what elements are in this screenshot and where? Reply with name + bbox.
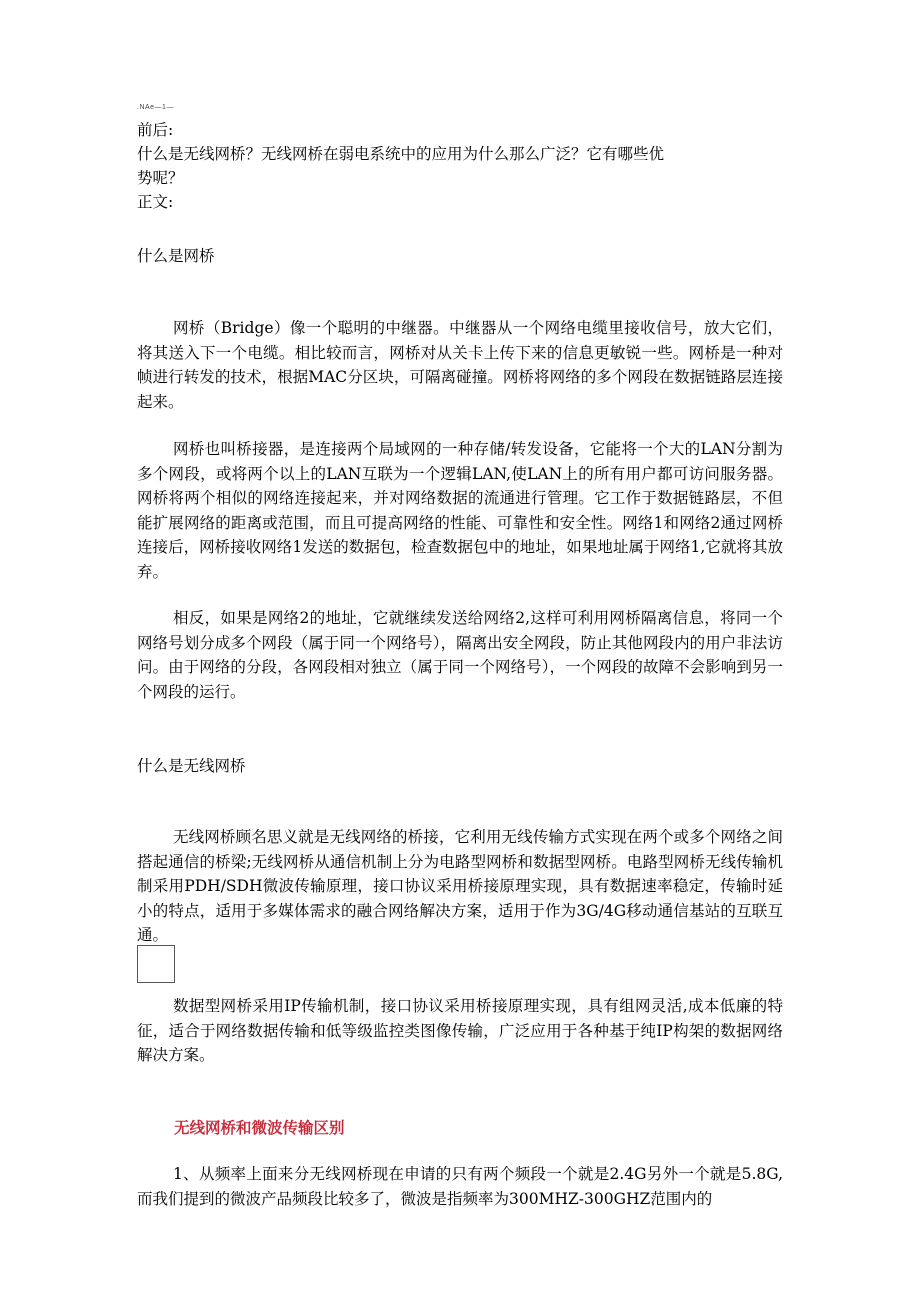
intro-line: 前后:: [137, 121, 174, 139]
paragraph: 无线网桥顾名思义就是无线网络的桥接，它利用无线传输方式实现在两个或多个网络之间搭起通信的桥梁;无线网桥从通信机制上分为电路型网桥和数据型网桥。电路型网桥无线传输机制采用PDH/SDH微波传输原理，接口协议采用桥接原理实现，具有数据速率稳定，传输时延小的特点，适用于多媒体需求的融合网络解决方案，适用于作为3G/4G移动通信基站的互联互通。: [137, 828, 783, 944]
section-heading-bridge: 什么是网桥: [137, 247, 215, 265]
paragraph: 相反，如果是网络2的地址，它就继续发送给网络2,这样可利用网桥隔离信息，将同一个网络号划分成多个网段（属于同一个网络号），隔离出安全网段，防止其他网段内的用户非法访问。由于网络的分段，各网段相对独立（属于同一个网络号），一个网段的故障不会影响到另一个网段的运行。: [137, 609, 783, 701]
paragraph: 1、从频率上面来分无线网桥现在申请的只有两个频段一个就是2.4G另外一个就是5.8G,而我们提到的微波产品频段比较多了，微波是指频率为300MHZ-300GHZ范围内的: [137, 1165, 783, 1208]
intro-line: 正文:: [137, 193, 174, 211]
paragraph: 网桥（Bridge）像一个聪明的中继器。中继器从一个网络电缆里接收信号，放大它们，将其送入下一个电缆。相比较而言，网桥对从关卡上传下来的信息更敏锐一些。网桥是一种对帧进行转发的技术，根据MAC分区块，可隔离碰撞。网桥将网络的多个网段在数据链路层连接起来。: [137, 319, 783, 411]
intro-line: 势呢？: [137, 169, 184, 187]
section-heading-difference: 无线网桥和微波传输区别: [174, 1119, 345, 1137]
intro-line: 什么是无线网桥？无线网桥在弱电系统中的应用为什么那么广泛？它有哪些优: [137, 145, 665, 163]
header-mark: .NAe—1—: [137, 104, 174, 111]
intro-block: [137, 118, 783, 214]
image-placeholder: [137, 945, 175, 983]
section-heading-wireless-bridge: 什么是无线网桥: [137, 757, 246, 775]
paragraph: 网桥也叫桥接器，是连接两个局域网的一种存储/转发设备，它能将一个大的LAN分割为多个网段，或将两个以上的LAN互联为一个逻辑LAN,使LAN上的所有用户都可访问服务器。网桥将两个相似的网络连接起来，并对网络数据的流通进行管理。它工作于数据链路层，不但能扩展网络的距离或范围，而且可提高网络的性能、可靠性和安全性。网络1和网络2通过网桥连接后，网桥接收网络1发送的数据包，检查数据包中的地址，如果地址属于网络1,它就将其放弃。: [137, 440, 783, 581]
paragraph: 数据型网桥采用IP传输机制，接口协议采用桥接原理实现，具有组网灵活,成本低廉的特征，适合于网络数据传输和低等级监控类图像传输，广泛应用于各种基于纯IP构架的数据网络解决方案。: [137, 997, 783, 1064]
